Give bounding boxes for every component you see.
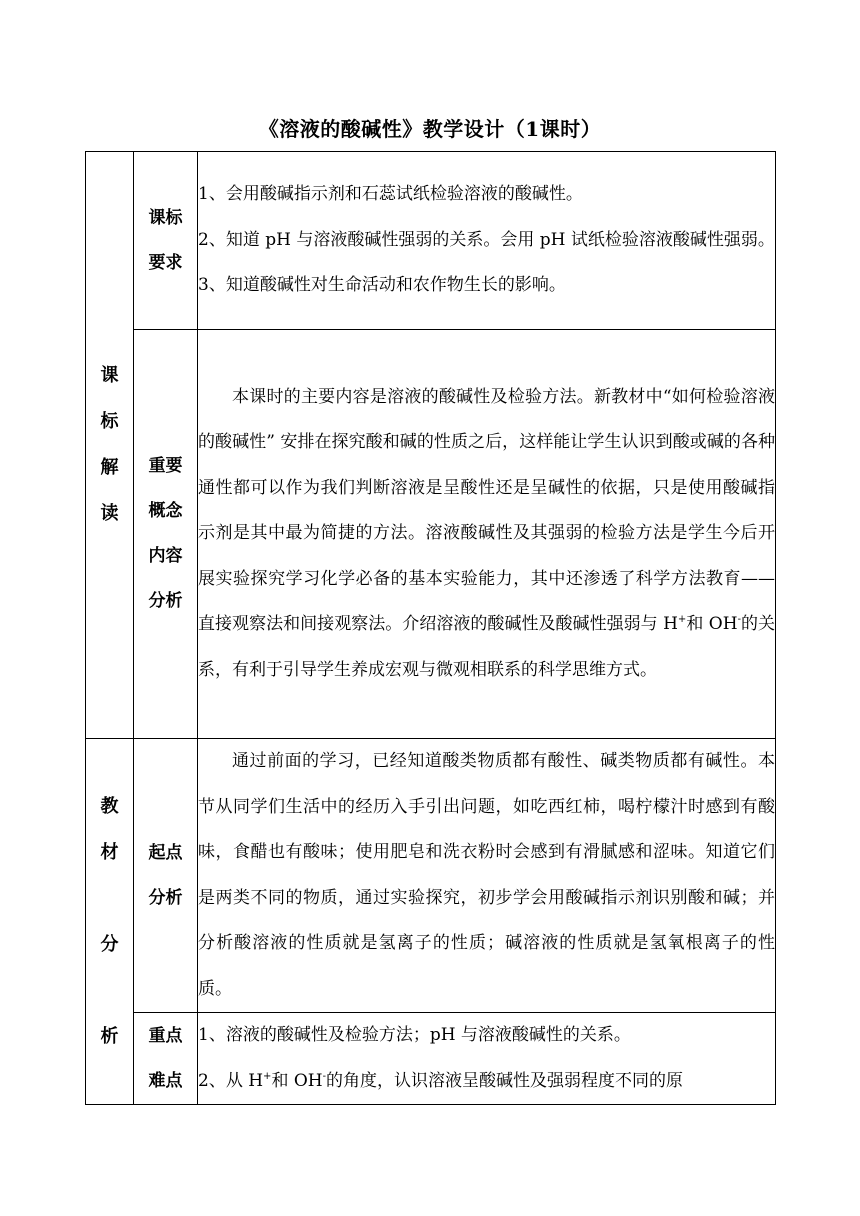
document-title: 《溶液的酸碱性》教学设计（1课时） xyxy=(258,117,602,141)
section-label-char: 分 xyxy=(100,933,119,955)
section-label-char: 析 xyxy=(100,1025,119,1047)
standards-line: 2、知道 pH 与溶液酸碱性强弱的关系。会用 pH 试纸检验溶液酸碱性强弱。 xyxy=(198,229,775,250)
line-text: 的角度，认识溶液呈酸碱性及强弱程度不同的原 xyxy=(326,1070,683,1091)
row-label-text: 要求 xyxy=(148,252,183,273)
section-label-char: 读 xyxy=(100,503,119,524)
row-label-concept-analysis xyxy=(134,330,198,739)
section-label-textbook xyxy=(86,739,134,1105)
standards-content xyxy=(198,152,776,330)
section-label-curriculum xyxy=(86,152,134,739)
section-label-char: 教 xyxy=(100,795,119,817)
row-label-text: 分析 xyxy=(148,887,183,908)
line-text: 2、从 H xyxy=(198,1070,264,1091)
row-label-text: 重要 xyxy=(148,456,183,476)
superscript: + xyxy=(263,1070,272,1082)
section-label-char: 解 xyxy=(100,457,119,478)
paragraph-text: 本课时的主要内容是溶液的酸碱性及检验方法。新教材中“如何检验溶液的酸碱性” 安排在探究酸和碱的性质之后，这样能让学生认识到酸或碱的各种通性都可以作为我们判断溶液是呈酸性还是呈碱性的依据，只是使用酸碱指示剂是其中最为简捷的方法。溶液酸碱性及其强弱的检验方法是学生今后开展实验探究学习化学必备的基本实验能力，其中还渗透了科学方法教育——直接观察法和间接观察法。介绍溶液的酸碱性及酸碱性强弱与 H xyxy=(198,386,775,635)
lesson-plan-table xyxy=(85,151,776,1105)
row-label-text: 难点 xyxy=(148,1070,183,1091)
concept-analysis-paragraph xyxy=(198,375,775,694)
table-row xyxy=(86,1013,776,1105)
row-label-text: 概念 xyxy=(148,501,183,521)
concept-analysis-content xyxy=(198,330,776,739)
section-label-char: 材 xyxy=(100,841,119,863)
table-row xyxy=(86,152,776,330)
table-row xyxy=(86,330,776,739)
row-label-text: 课标 xyxy=(148,207,183,228)
row-label-standards xyxy=(134,152,198,330)
paragraph-text: 的关系，有利于引导学生养成宏观与微观相联系的科学思维方式。 xyxy=(198,614,776,680)
label-spacer xyxy=(86,968,133,1014)
section-label-char: 标 xyxy=(100,411,119,432)
row-label-text: 重点 xyxy=(148,1025,183,1046)
starting-point-content xyxy=(198,739,776,1013)
row-label-text: 分析 xyxy=(148,591,183,611)
superscript: - xyxy=(322,1070,326,1082)
label-spacer xyxy=(86,876,133,922)
section-label-char: 课 xyxy=(100,365,119,386)
key-points-line: 1、溶液的酸碱性及检验方法；pH 与溶液酸碱性的关系。 xyxy=(198,1025,631,1045)
paragraph-text: 和 OH xyxy=(686,614,738,635)
line-text: 和 OH xyxy=(271,1070,323,1091)
superscript: + xyxy=(677,614,687,626)
row-label-key-points xyxy=(134,1013,198,1105)
standards-line: 1、会用酸碱指示剂和石蕊试纸检验溶液的酸碱性。 xyxy=(198,184,583,205)
key-points-line xyxy=(198,1059,775,1105)
table-row xyxy=(86,739,776,1013)
row-label-starting-point xyxy=(134,739,198,1013)
superscript: - xyxy=(737,614,741,626)
standards-line: 3、知道酸碱性对生命活动和农作物生长的影响。 xyxy=(198,275,566,296)
starting-point-paragraph: 通过前面的学习，已经知道酸类物质都有酸性、碱类物质都有碱性。本节从同学们生活中的经历入手引出问题，如吃西红柿，喝柠檬汁时感到有酸味，食醋也有酸味；使用肥皂和洗衣粉时会感到有滑腻感和涩味。知道它们是两类不同的物质，通过实验探究，初步学会用酸碱指示剂识别酸和碱；并分析酸溶液的性质就是氢离子的性质；碱溶液的性质就是氢氧根离子的性质。 xyxy=(198,751,775,999)
row-label-text: 起点 xyxy=(148,842,183,863)
row-label-text: 内容 xyxy=(148,546,183,566)
key-points-content xyxy=(198,1013,776,1105)
